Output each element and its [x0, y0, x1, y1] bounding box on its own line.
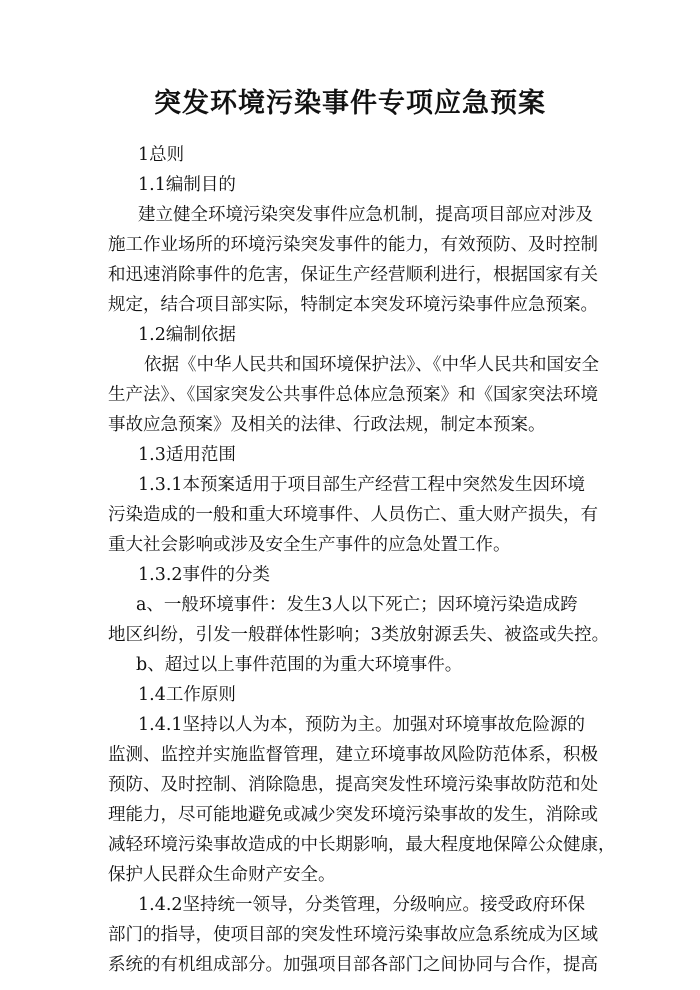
heading-1-2-basis: 1.2编制依据	[138, 325, 236, 345]
paragraph-line: 部门的指导，使项目部的突发性环境污染事故应急系统成为区域	[108, 925, 598, 945]
paragraph-line: 施工作业场所的环境污染突发事件的能力，有效预防、及时控制	[108, 235, 598, 255]
paragraph-line: 1.3.1本预案适用于项目部生产经营工程中突然发生因环境	[138, 475, 586, 495]
paragraph-line: b、超过以上事件范围的为重大环境事件。	[136, 655, 463, 675]
paragraph-line: 生产法》、《国家突发公共事件总体应急预案》和《国家突法环境	[108, 385, 598, 405]
paragraph-line: a、一般环境事件：发生3人以下死亡；因环境污染造成跨	[136, 595, 578, 615]
paragraph-line: 规定，结合项目部实际，特制定本突发环境污染事件应急预案。	[108, 295, 598, 315]
paragraph-line: 1.4.1坚持以人为本，预防为主。加强对环境事故危险源的	[138, 715, 586, 735]
paragraph-line: 依据《中华人民共和国环境保护法》、《中华人民共和国安全	[144, 355, 599, 375]
heading-1-3-2-classification: 1.3.2事件的分类	[138, 565, 271, 585]
paragraph-line: 和迅速消除事件的危害，保证生产经营顺利进行，根据国家有关	[108, 265, 598, 285]
paragraph-line: 事故应急预案》及相关的法律、行政法规，制定本预案。	[108, 415, 546, 435]
paragraph-line: 地区纠纷，引发一般群体性影响；3类放射源丢失、被盗或失控。	[108, 625, 610, 645]
document-title: 突发环境污染事件专项应急预案	[154, 88, 546, 119]
paragraph-line: 污染造成的一般和重大环境事件、人员伤亡、重大财产损失，有	[108, 505, 598, 525]
paragraph-line: 理能力，尽可能地避免或减少突发环境污染事故的发生，消除或	[108, 805, 598, 825]
paragraph-line: 保护人民群众生命财产安全。	[108, 865, 336, 885]
heading-1-3-scope: 1.3适用范围	[138, 445, 236, 465]
paragraph-line: 预防、及时控制、消除隐患，提高突发性环境污染事故防范和处	[108, 775, 598, 795]
paragraph-line: 建立健全环境污染突发事件应急机制，提高项目部应对涉及	[138, 205, 593, 225]
paragraph-line: 1.4.2坚持统一领导，分类管理，分级响应。接受政府环保	[138, 895, 586, 915]
paragraph-line: 监测、监控并实施监督管理，建立环境事故风险防范体系，积极	[108, 745, 598, 765]
document-body	[108, 140, 616, 980]
heading-1-1-purpose: 1.1编制目的	[138, 175, 236, 195]
heading-1-4-principles: 1.4工作原则	[138, 685, 236, 705]
paragraph-line: 重大社会影响或涉及安全生产事件的应急处置工作。	[108, 535, 511, 555]
paragraph-line: 减轻环境污染事故造成的中长期影响，最大程度地保障公众健康，	[108, 835, 616, 855]
heading-1-general: 1总则	[138, 145, 185, 165]
paragraph-line: 系统的有机组成部分。加强项目部各部门之间协同与合作，提高	[108, 955, 598, 975]
